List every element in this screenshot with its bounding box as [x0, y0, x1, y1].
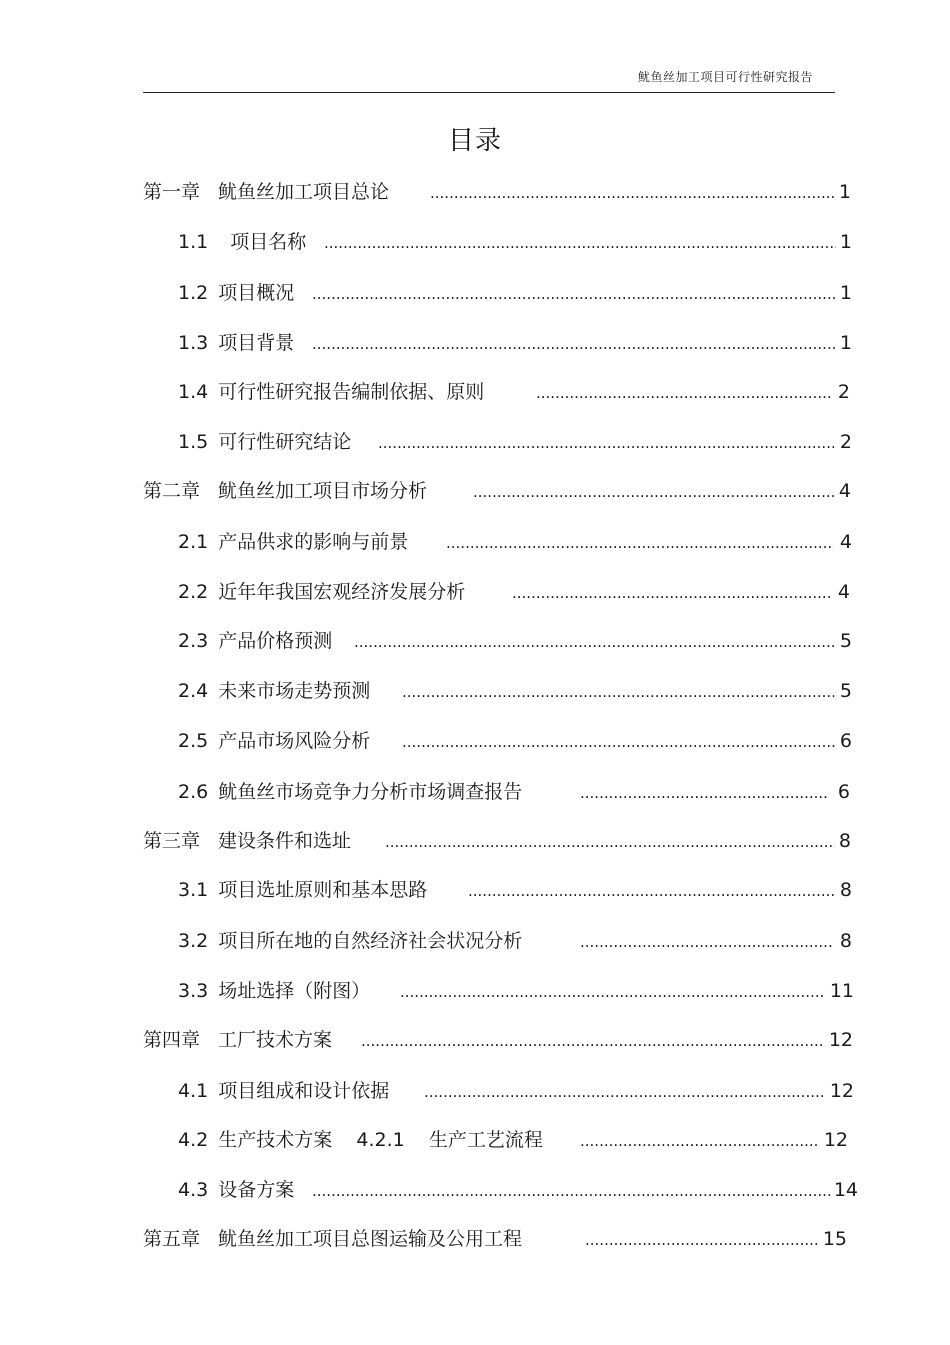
toc-entry-number: 1.2 — [178, 282, 209, 304]
toc-entry-number: 1.3 — [178, 332, 209, 354]
toc-entry-title: 可行性研究报告编制依据、原则 — [218, 381, 485, 403]
toc-entry-number: 1.5 — [178, 431, 209, 453]
toc-entry-page: 1 — [839, 332, 852, 354]
toc-entry-page: 12 — [829, 1080, 854, 1102]
toc-entry-number: 第三章 — [143, 830, 201, 852]
toc-entry-page: 1 — [838, 181, 851, 203]
toc-entry-page: 1 — [839, 282, 852, 304]
toc-entry-4-1[interactable] — [178, 1077, 854, 1105]
toc-entry-page: 15 — [822, 1228, 847, 1250]
toc-entry-2-5[interactable] — [178, 727, 854, 755]
toc-entry-title: 项目名称 — [230, 231, 307, 253]
toc-entry-number: 2.3 — [178, 630, 209, 652]
toc-entry-title: 产品市场风险分析 — [218, 730, 371, 752]
toc-entry-page: 6 — [839, 730, 852, 752]
toc-entry-title: 生产技术方案 4.2.1 生产工艺流程 — [218, 1129, 543, 1151]
dot-leader — [324, 228, 836, 256]
toc-entry-title: 设备方案 — [218, 1179, 295, 1201]
toc-entry-1-5[interactable] — [178, 428, 854, 456]
dot-leader — [580, 778, 828, 806]
toc-entry-title: 场址选择（附图） — [218, 980, 371, 1002]
dot-leader — [385, 827, 835, 855]
toc-title: 目录 — [447, 126, 502, 156]
toc-entry-title: 工厂技术方案 — [218, 1029, 333, 1051]
toc-entry-1-1[interactable] — [178, 228, 854, 256]
toc-entry-3-1[interactable] — [178, 876, 854, 904]
toc-entry-chapter-5[interactable] — [143, 1225, 853, 1253]
toc-entry-number: 第一章 — [143, 181, 201, 203]
dot-leader — [468, 876, 834, 904]
dot-leader — [354, 627, 836, 655]
toc-entry-number: 第四章 — [143, 1029, 201, 1051]
toc-entry-title: 建设条件和选址 — [218, 830, 352, 852]
toc-entry-page: 8 — [839, 930, 852, 952]
toc-entry-2-2[interactable] — [178, 578, 854, 606]
toc-entry-title: 可行性研究结论 — [218, 431, 352, 453]
toc-entry-title: 未来市场走势预测 — [218, 680, 371, 702]
toc-entry-number: 2.4 — [178, 680, 209, 702]
toc-entry-2-1[interactable] — [178, 528, 854, 556]
toc-entry-number: 3.2 — [178, 930, 209, 952]
toc-entry-page: 5 — [839, 680, 852, 702]
toc-entry-title: 产品供求的影响与前景 — [218, 531, 409, 553]
toc-entry-number: 4.2 — [178, 1129, 209, 1151]
toc-entry-title: 项目概况 — [218, 282, 295, 304]
toc-entry-3-2[interactable] — [178, 927, 854, 955]
toc-entry-title: 项目背景 — [218, 332, 295, 354]
toc-entry-1-4[interactable] — [178, 378, 854, 406]
toc-entry-number: 2.6 — [178, 781, 209, 803]
toc-entry-2-6[interactable] — [178, 778, 854, 806]
toc-entry-page: 11 — [829, 980, 854, 1002]
toc-entry-page: 8 — [839, 879, 852, 901]
dot-leader — [312, 1176, 830, 1204]
dot-leader — [536, 378, 832, 406]
dot-leader — [378, 428, 834, 456]
dot-leader — [580, 927, 834, 955]
toc-entry-page: 4 — [839, 531, 852, 553]
dot-leader — [361, 1026, 825, 1054]
toc-entry-2-3[interactable] — [178, 627, 854, 655]
toc-entry-chapter-1[interactable] — [143, 178, 853, 206]
dot-leader — [402, 677, 836, 705]
toc-entry-title: 鱿鱼丝市场竞争力分析市场调查报告 — [218, 781, 523, 803]
toc-entry-title: 鱿鱼丝加工项目总图运输及公用工程 — [218, 1228, 523, 1250]
toc-entry-number: 第五章 — [143, 1228, 201, 1250]
toc-entry-title: 产品价格预测 — [218, 630, 333, 652]
toc-entry-chapter-3[interactable] — [143, 827, 853, 855]
toc-entry-number: 3.3 — [178, 980, 209, 1002]
toc-entry-4-3[interactable] — [178, 1176, 858, 1204]
toc-entry-page: 2 — [839, 431, 852, 453]
dot-leader — [312, 279, 836, 307]
toc-entry-number: 4.1 — [178, 1080, 209, 1102]
toc-entry-number: 2.2 — [178, 581, 209, 603]
toc-entry-number: 1.4 — [178, 381, 209, 403]
toc-entry-page: 4 — [838, 480, 851, 502]
dot-leader — [402, 727, 836, 755]
toc-entry-page: 1 — [839, 231, 852, 253]
toc-entry-1-3[interactable] — [178, 329, 854, 357]
toc-entry-number: 第二章 — [143, 480, 201, 502]
toc-entry-chapter-4[interactable] — [143, 1026, 853, 1054]
toc-entry-page: 5 — [839, 630, 852, 652]
toc-entry-2-4[interactable] — [178, 677, 854, 705]
dot-leader — [512, 578, 832, 606]
toc-entry-title: 项目所在地的自然经济社会状况分析 — [218, 930, 523, 952]
toc-entry-number: 3.1 — [178, 879, 209, 901]
dot-leader — [585, 1225, 819, 1253]
toc-entry-number: 2.1 — [178, 531, 209, 553]
toc-entry-title: 鱿鱼丝加工项目市场分析 — [218, 480, 428, 502]
dot-leader — [400, 977, 826, 1005]
toc-entry-4-2[interactable] — [178, 1126, 854, 1154]
toc-entry-number: 4.3 — [178, 1179, 209, 1201]
dot-leader — [473, 477, 835, 505]
running-title: 鱿鱼丝加工项目可行性研究报告 — [637, 70, 813, 84]
toc-entry-page: 4 — [837, 581, 850, 603]
toc-entry-3-3[interactable] — [178, 977, 854, 1005]
dot-leader — [430, 178, 835, 206]
toc-entry-page: 12 — [828, 1029, 853, 1051]
dot-leader — [446, 528, 834, 556]
dot-leader — [580, 1126, 820, 1154]
toc-entry-page: 6 — [837, 781, 850, 803]
dot-leader — [424, 1077, 826, 1105]
toc-entry-page: 14 — [833, 1179, 858, 1201]
dot-leader — [312, 329, 836, 357]
toc-entry-title: 项目组成和设计依据 — [218, 1080, 390, 1102]
toc-entry-title: 项目选址原则和基本思路 — [218, 879, 428, 901]
toc-entry-chapter-2[interactable] — [143, 477, 853, 505]
toc-entry-title: 近年年我国宏观经济发展分析 — [218, 581, 466, 603]
toc-entry-number: 1.1 — [178, 231, 209, 253]
toc-entry-page: 12 — [823, 1129, 848, 1151]
toc-entry-page: 2 — [837, 381, 850, 403]
toc-entry-1-2[interactable] — [178, 279, 854, 307]
toc-entry-number: 2.5 — [178, 730, 209, 752]
toc-entry-title: 鱿鱼丝加工项目总论 — [218, 181, 390, 203]
toc-entry-page: 8 — [838, 830, 851, 852]
